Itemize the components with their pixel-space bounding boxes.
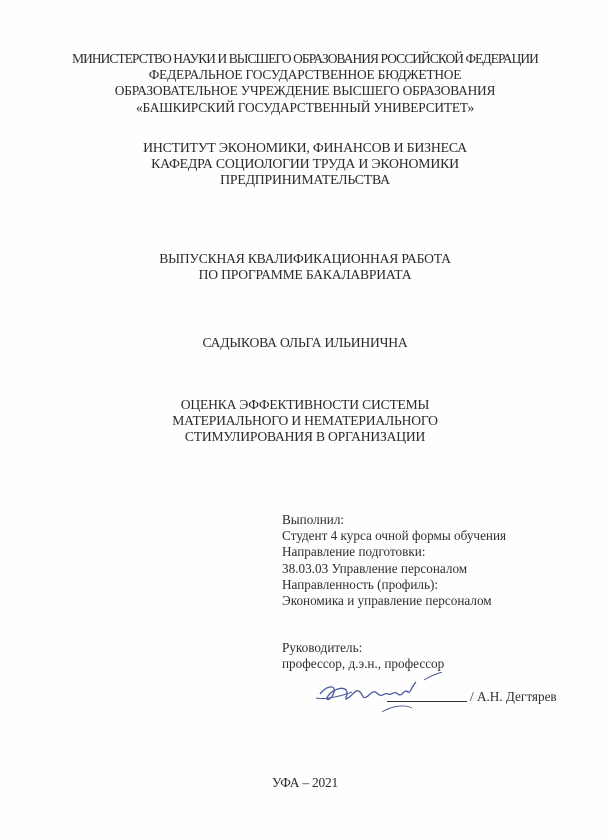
work-type-line: ВЫПУСКНАЯ КВАЛИФИКАЦИОННАЯ РАБОТА: [159, 251, 451, 266]
profile-label: Направленность (профиль):: [282, 576, 439, 592]
student-info: Студент 4 курса очной формы обучения: [282, 528, 507, 544]
header-line: ФЕДЕРАЛЬНОЕ ГОСУДАРСТВЕННОЕ БЮДЖЕТНОЕ: [148, 67, 462, 83]
header-line: МИНИСТЕРСТВО НАУКИ И ВЫСШЕГО ОБРАЗОВАНИЯ РОССИЙСКОЙ ФЕДЕРАЦИИ: [72, 51, 538, 66]
handwritten-signature: [312, 672, 452, 716]
title-line: СТИМУЛИРОВАНИЯ В ОРГАНИЗАЦИИ: [184, 429, 426, 444]
profile-value: Экономика и управление персоналом: [282, 593, 492, 609]
supervisor-block: [282, 640, 444, 672]
header-line: «БАШКИРСКИЙ ГОСУДАРСТВЕННЫЙ УНИВЕРСИТЕТ»: [136, 99, 474, 115]
title-line: ОЦЕНКА ЭФФЕКТИВНОСТИ СИСТЕМЫ: [180, 397, 430, 412]
supervisor-title: профессор, д.э.н., профессор: [282, 656, 445, 672]
signature-row: [282, 676, 602, 716]
header-line: ОБРАЗОВАТЕЛЬНОЕ УЧРЕЖДЕНИЕ ВЫСШЕГО ОБРАЗОВАНИЯ: [114, 83, 496, 99]
author-name: [0, 335, 610, 351]
performed-by-label: Выполнил:: [282, 512, 345, 527]
supervisor-label: Руководитель:: [282, 640, 363, 655]
signature-line: [387, 701, 467, 702]
direction-label: Направление подготовки:: [282, 544, 426, 560]
institute-department: [0, 140, 610, 188]
work-type: [0, 251, 610, 283]
department-line: ПРЕДПРИНИМАТЕЛЬСТВА: [220, 172, 390, 187]
institute-line: ИНСТИТУТ ЭКОНОМИКИ, ФИНАНСОВ И БИЗНЕСА: [143, 140, 467, 155]
direction-value: 38.03.03 Управление персоналом: [282, 560, 468, 576]
thesis-title: [0, 397, 610, 445]
ministry-header: [0, 51, 610, 116]
supervisor-name: / А.Н. Дегтярев: [470, 689, 557, 704]
city-year: [0, 775, 610, 791]
work-type-line: ПО ПРОГРАММЕ БАКАЛАВРИАТА: [198, 267, 412, 282]
title-line: МАТЕРИАЛЬНОГО И НЕМАТЕРИАЛЬНОГО: [172, 413, 438, 428]
performed-by-block: [282, 512, 506, 609]
city-year-line: УФА – 2021: [271, 775, 339, 790]
department-line: КАФЕДРА СОЦИОЛОГИИ ТРУДА И ЭКОНОМИКИ: [151, 156, 459, 171]
author-line: САДЫКОВА ОЛЬГА ИЛЬИНИЧНА: [202, 335, 408, 350]
